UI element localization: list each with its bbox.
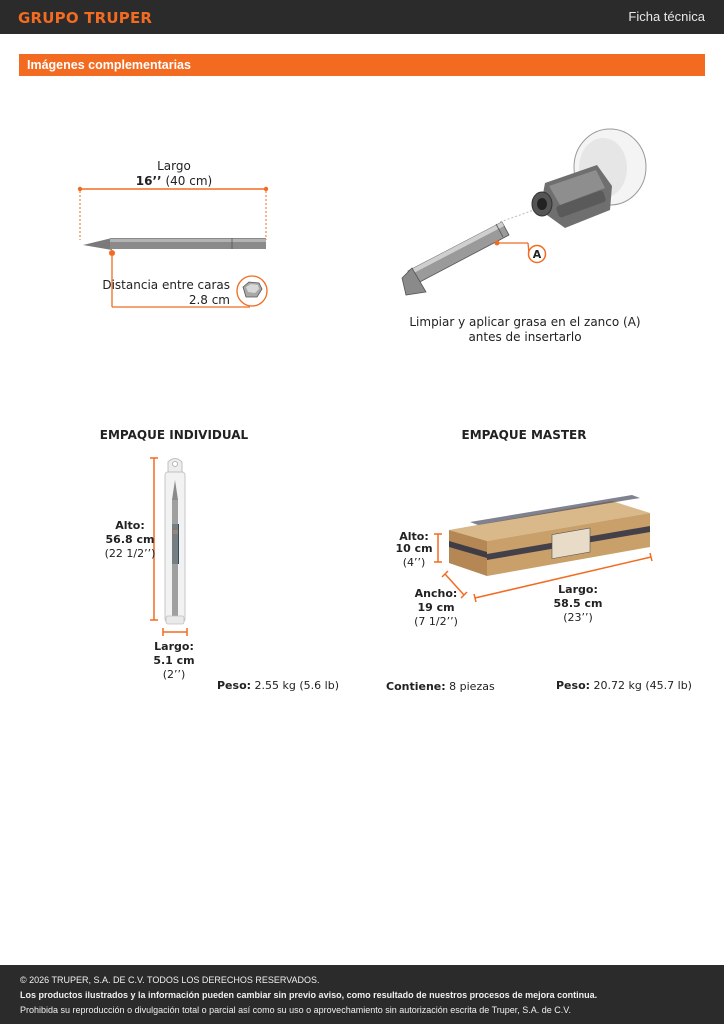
chisel-length-value [104, 174, 244, 188]
doc-title: Ficha técnica [628, 9, 705, 24]
individual-length-in: (2’’) [162, 668, 186, 681]
master-width-label: Ancho: [414, 587, 458, 600]
master-height-cm: 10 cm [395, 542, 433, 555]
individual-height-cm: 56.8 cm [105, 533, 155, 546]
master-width-in: (7 1/2’’) [414, 615, 458, 628]
master-height-in: (4’’) [402, 556, 426, 569]
brand-logo: GRUPO TRUPER [18, 9, 153, 27]
chisel-length-cm: (40 cm) [165, 174, 213, 188]
footer-copyright: © 2026 TRUPER, S.A. DE C.V. TODOS LOS DERECHOS RESERVADOS. [20, 975, 320, 985]
chisel-length-dimension [78, 187, 268, 240]
master-length-label: Largo: [558, 583, 598, 596]
flat-chisel-image [402, 222, 509, 295]
master-length-cm: 58.5 cm [553, 597, 603, 610]
hammer-chuck-image [500, 129, 646, 228]
master-weight: Peso: 20.72 kg (45.7 lb) [556, 679, 692, 692]
instruction-line-1: Limpiar y aplicar grasa en el zanco (A) [409, 315, 641, 329]
chisel-length-title: Largo [157, 159, 191, 173]
callout-a-letter: A [532, 248, 542, 261]
master-width-cm: 19 cm [417, 601, 455, 614]
across-flats-value: 2.8 cm [188, 293, 230, 307]
individual-height-in: (22 1/2’’) [104, 547, 156, 560]
master-length-in: (23’’) [563, 611, 593, 624]
footer-notice: Los productos ilustrados y la información pueden cambiar sin previo aviso, como resultado de nuestros procesos de mejora continua. [20, 990, 598, 1000]
individual-length-label: Largo: [154, 640, 194, 653]
footer-reproduction: Prohibida su reproducción o divulgación total o parcial así como su uso o aprovechamiento sin autorización escrita de Truper, S.A. de C.V. [20, 1005, 571, 1015]
instruction-line-2: antes de insertarlo [468, 330, 582, 344]
individual-length-cm: 5.1 cm [153, 654, 195, 667]
across-flats-label: Distancia entre caras [102, 278, 230, 292]
point-chisel-image [83, 238, 266, 250]
page-footer [0, 965, 724, 1024]
master-package-image [434, 495, 652, 602]
section-title: Imágenes complementarias [27, 58, 191, 72]
master-package-title: EMPAQUE MASTER [461, 428, 587, 442]
chisel-length-in: 16’’ [135, 174, 162, 188]
individual-height-label: Alto: [115, 519, 145, 532]
master-contains: Contiene: 8 piezas [386, 680, 495, 693]
master-height-label: Alto: [399, 530, 429, 543]
individual-package-title: EMPAQUE INDIVIDUAL [99, 428, 249, 442]
individual-weight: Peso: 2.55 kg (5.6 lb) [217, 679, 339, 692]
